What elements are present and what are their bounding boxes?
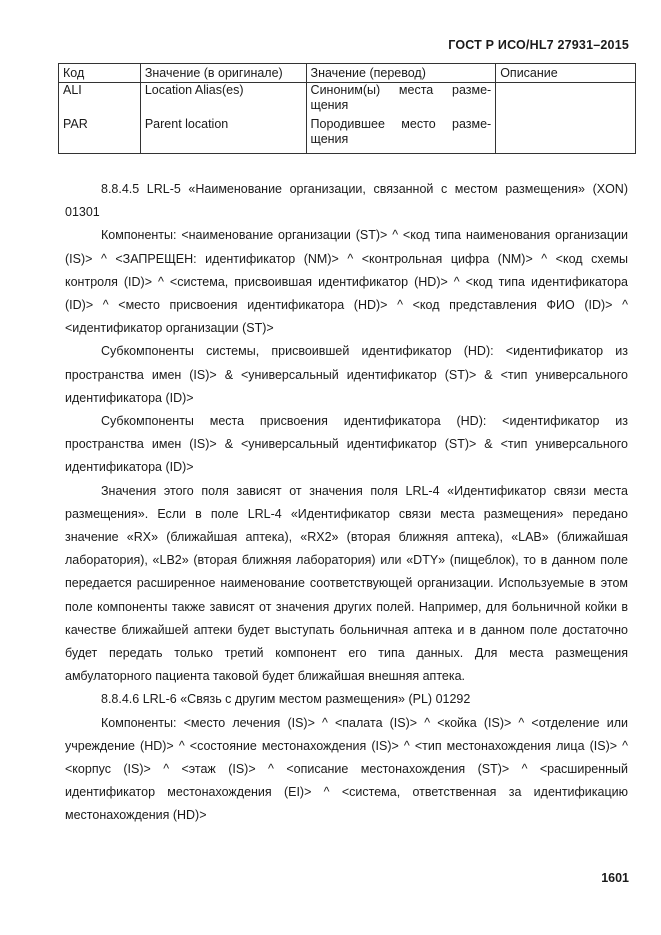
description-cell: [496, 117, 636, 154]
column-header: Значение (перевод): [306, 64, 496, 83]
translation-line: Синоним(ы) места разме-: [310, 83, 492, 97]
translation-cell: [306, 117, 496, 154]
code-cell: PAR: [59, 117, 141, 154]
table-row: [59, 83, 636, 118]
column-header: Код: [59, 64, 141, 83]
original-cell: Location Alias(es): [140, 83, 306, 118]
section-heading: 8.8.4.6 LRL-6 «Связь с другим местом размещения» (PL) 01292: [101, 692, 471, 707]
document-header: ГОСТ Р ИСО/HL7 27931–2015: [448, 38, 629, 52]
code-cell: ALI: [59, 83, 141, 118]
column-header: Значение (в оригинале): [140, 64, 306, 83]
table-row: [59, 117, 636, 154]
code-table: [58, 63, 636, 154]
translation-line: щения: [310, 98, 349, 112]
translation-line: щения: [310, 132, 349, 146]
paragraph: Компоненты: <наименование организации (ST)> ^ <код типа наименования организации (IS)> ^ <ЗАПРЕЩЕН: идентификатор (NM)> ^ <контрольная цифра (NM)> ^ <код схемы контроля (ID)> ^ <система, присвоившая идентификатор (HD)> ^ <код типа идентификатора (ID)> ^ <место присвоения идентификатора (HD)> ^ <код представления ФИО (ID)> ^ <идентификатор организации (ST)>: [65, 228, 628, 336]
translation-cell: [306, 83, 496, 118]
paragraph: Компоненты: <место лечения (IS)> ^ <палата (IS)> ^ <койка (IS)> ^ <отделение или учреждение (HD)> ^ <состояние местонахождения (IS)> ^ <тип местонахождения лица (IS)> ^ <корпус (IS)> ^ <этаж (IS)> ^ <описание местонахождения (ST)> ^ <расширенный идентификатор местонахождения (EI)> ^ <система, ответственная за идентификацию местонахождения (HD)>: [65, 715, 628, 823]
page-number: 1601: [601, 871, 629, 885]
column-header: Описание: [496, 64, 636, 83]
paragraph: Субкомпоненты системы, присвоившей идентификатор (HD): <идентификатор из пространства имен (IS)> & <универсальный идентификатор (ST)> & <тип универсального идентификатора (ID)>: [65, 344, 628, 405]
description-cell: [496, 83, 636, 118]
table-header-row: [59, 64, 636, 83]
original-cell: Parent location: [140, 117, 306, 154]
paragraph: Значения этого поля зависят от значения поля LRL-4 «Идентификатор связи места размещения». Если в поле LRL-4 «Идентификатор связи места размещения» передано значение «RX» (ближайшая аптека), «RX2» (вторая ближняя аптека), «LAB» (ближайшая лаборатория), «LB2» (вторая ближняя лаборатория) или «DTY» (пищеблок), то в данном поле передается расширенное наименование соответствующей организации. Используемые в этом поле компоненты также зависят от значения других полей. Например, для больничной койки в качестве ближайшей аптеки будет выступать больничная аптека и в данном поле достаточно будет передать только третий компонент его типа данных. Для места размещения амбулаторного пациента таковой будет ближайшая внешняя аптека.: [65, 483, 628, 684]
section-heading: 8.8.4.5 LRL-5 «Наименование организации, связанной с местом размещения» (XON) 01301: [65, 182, 628, 220]
translation-line: Породившее место разме-: [310, 117, 492, 131]
body-text: [65, 178, 628, 828]
paragraph: Субкомпоненты места присвоения идентификатора (HD): <идентификатор из пространства имен (IS)> & <универсальный идентификатор (ST)> & <тип универсального идентификатора (ID)>: [65, 414, 628, 475]
